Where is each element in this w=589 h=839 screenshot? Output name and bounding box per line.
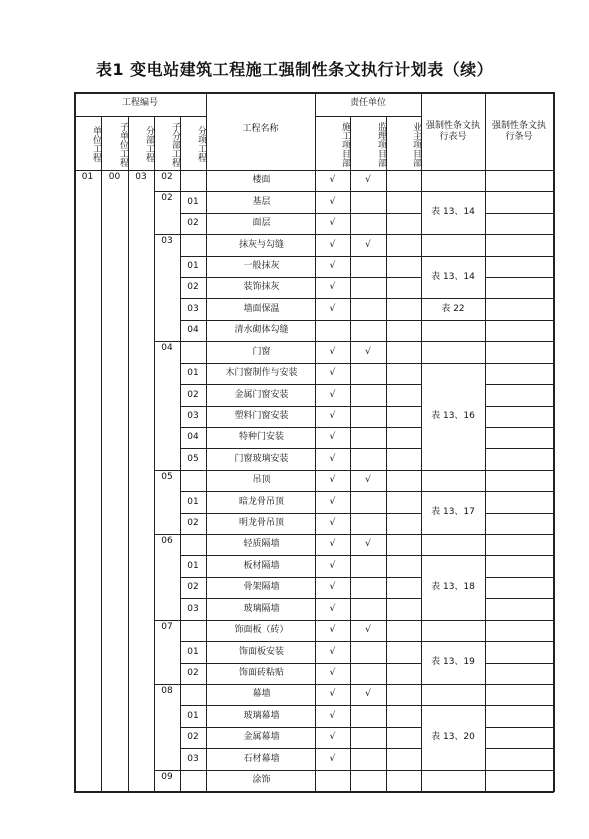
check-construction: √ bbox=[329, 711, 336, 721]
grid-line bbox=[421, 234, 485, 235]
cell-project-name: 墙面保温 bbox=[243, 304, 280, 314]
grid-line bbox=[180, 427, 206, 428]
grid-line bbox=[206, 684, 421, 685]
grid-line bbox=[180, 341, 206, 342]
grid-line bbox=[154, 191, 180, 192]
grid-line bbox=[206, 770, 421, 771]
cell-item-code: 03 bbox=[187, 411, 199, 421]
form-ref: 表 13、14 bbox=[431, 272, 475, 282]
grid-line bbox=[180, 620, 206, 621]
grid-line bbox=[485, 277, 553, 278]
grid-line bbox=[421, 770, 485, 771]
grid-line bbox=[421, 705, 485, 706]
grid-line bbox=[206, 363, 421, 364]
cell-item-code: 04 bbox=[187, 325, 199, 335]
cell-item-code: 01 bbox=[187, 497, 199, 507]
grid-line bbox=[154, 234, 180, 235]
check-construction: √ bbox=[329, 240, 336, 250]
grid-line bbox=[485, 684, 553, 685]
cell-project-name: 抹灰与勾缝 bbox=[238, 240, 284, 250]
check-construction: √ bbox=[329, 732, 336, 742]
grid-line bbox=[386, 116, 387, 791]
header-project-name: 工程名称 bbox=[242, 124, 279, 134]
grid-line bbox=[206, 213, 421, 214]
grid-line bbox=[421, 298, 485, 299]
grid-line bbox=[206, 663, 421, 664]
grid-line bbox=[180, 256, 206, 257]
cell-project-name: 特种门安装 bbox=[238, 432, 284, 442]
grid-line bbox=[206, 470, 421, 471]
grid-line bbox=[180, 277, 206, 278]
grid-line bbox=[180, 770, 206, 771]
header-unit-project: 单位工程 bbox=[91, 126, 101, 162]
grid-line bbox=[206, 256, 421, 257]
check-construction: √ bbox=[329, 454, 336, 464]
grid-line bbox=[180, 298, 206, 299]
grid-line bbox=[485, 663, 553, 664]
cell-project-name: 清水砌体勾缝 bbox=[234, 325, 289, 335]
cell-item-code: 04 bbox=[187, 432, 199, 442]
cell-item-code: 01 bbox=[187, 261, 199, 271]
grid-line bbox=[421, 470, 485, 471]
grid-line bbox=[485, 620, 553, 621]
cell-project-name: 门窗玻璃安装 bbox=[234, 454, 289, 464]
grid-line bbox=[485, 298, 553, 299]
check-supervision: √ bbox=[365, 625, 371, 635]
grid-line bbox=[485, 191, 553, 192]
cell-item-code: 01 bbox=[187, 561, 199, 571]
header-form-no: 强制性条文执行表号 bbox=[425, 121, 480, 142]
grid-line bbox=[485, 641, 553, 642]
cell-item-code: 02 bbox=[187, 218, 199, 228]
cell-subdivision-code: 05 bbox=[161, 472, 173, 482]
grid-line bbox=[206, 298, 421, 299]
cell-project-name: 轻质隔墙 bbox=[243, 539, 280, 549]
cell-item-code: 02 bbox=[187, 732, 199, 742]
grid-line bbox=[206, 191, 421, 192]
cell-subdivision-code: 03 bbox=[161, 236, 173, 246]
grid-line bbox=[180, 234, 206, 235]
grid-line bbox=[485, 598, 553, 599]
grid-line bbox=[485, 384, 553, 385]
grid-line bbox=[74, 791, 554, 793]
grid-line bbox=[180, 534, 206, 535]
check-construction: √ bbox=[329, 625, 336, 635]
check-construction: √ bbox=[329, 175, 336, 185]
cell-project-name: 玻璃幕墙 bbox=[243, 711, 280, 721]
check-construction: √ bbox=[329, 368, 336, 378]
grid-line bbox=[421, 256, 485, 257]
header-construction-dept: 施工项目部 bbox=[340, 121, 350, 167]
grid-line bbox=[180, 213, 206, 214]
cell-item-code: 03 bbox=[187, 304, 199, 314]
grid-line bbox=[180, 191, 206, 192]
cell-item-code: 01 bbox=[187, 368, 199, 378]
cell-project-name: 一般抹灰 bbox=[243, 261, 280, 271]
cell-project-name: 饰面砖粘贴 bbox=[238, 668, 284, 678]
cell-project-name: 门窗 bbox=[252, 347, 271, 357]
cell-subdivision-code: 04 bbox=[161, 343, 173, 353]
grid-line bbox=[74, 116, 206, 117]
grid-line bbox=[421, 534, 485, 535]
form-ref: 表 13、20 bbox=[431, 732, 475, 742]
grid-line bbox=[485, 213, 553, 214]
check-construction: √ bbox=[329, 347, 336, 357]
grid-line bbox=[206, 598, 421, 599]
grid-line bbox=[206, 234, 421, 235]
grid-line bbox=[180, 320, 206, 321]
grid-line bbox=[421, 341, 485, 342]
cell-unit-code: 01 bbox=[81, 172, 94, 182]
cell-project-name: 装饰抹灰 bbox=[243, 282, 280, 292]
cell-project-name: 塑料门窗安装 bbox=[234, 411, 289, 421]
grid-line bbox=[485, 341, 553, 342]
cell-project-name: 饰面板安装 bbox=[238, 647, 284, 657]
grid-line bbox=[154, 534, 180, 535]
grid-line bbox=[128, 116, 129, 791]
grid-line bbox=[154, 620, 180, 621]
cell-project-name: 板材隔墙 bbox=[243, 561, 280, 571]
grid-line bbox=[553, 92, 555, 792]
cell-item-code: 02 bbox=[187, 282, 199, 292]
grid-line bbox=[206, 513, 421, 514]
cell-item-code: 03 bbox=[187, 754, 199, 764]
cell-project-name: 明龙骨吊顶 bbox=[238, 518, 284, 528]
grid-line bbox=[180, 577, 206, 578]
grid-line bbox=[180, 598, 206, 599]
grid-line bbox=[180, 406, 206, 407]
grid-line bbox=[180, 727, 206, 728]
check-construction: √ bbox=[329, 432, 336, 442]
grid-line bbox=[180, 641, 206, 642]
check-construction: √ bbox=[329, 668, 336, 678]
grid-line bbox=[101, 116, 102, 791]
cell-item-code: 02 bbox=[187, 582, 199, 592]
grid-line bbox=[421, 491, 485, 492]
grid-line bbox=[206, 448, 421, 449]
header-sub-division: 子分部工程 bbox=[170, 121, 180, 167]
grid-line bbox=[206, 577, 421, 578]
cell-item-code: 02 bbox=[187, 518, 199, 528]
cell-item-code: 01 bbox=[187, 197, 199, 207]
grid-line bbox=[485, 491, 553, 492]
cell-subdivision-code: 09 bbox=[161, 772, 173, 782]
grid-line bbox=[485, 727, 553, 728]
grid-line bbox=[180, 363, 206, 364]
check-construction: √ bbox=[329, 539, 336, 549]
cell-item-code: 02 bbox=[187, 390, 199, 400]
grid-line bbox=[421, 92, 422, 791]
grid-line bbox=[485, 555, 553, 556]
check-construction: √ bbox=[329, 604, 336, 614]
cell-subdivision-code: 08 bbox=[161, 686, 173, 696]
grid-line bbox=[485, 256, 553, 257]
grid-line bbox=[206, 427, 421, 428]
grid-line bbox=[206, 620, 421, 621]
cell-project-name: 金属幕墙 bbox=[243, 732, 280, 742]
grid-line bbox=[421, 191, 485, 192]
grid-line bbox=[206, 277, 421, 278]
grid-line bbox=[206, 491, 421, 492]
cell-item-code: 01 bbox=[187, 647, 199, 657]
grid-line bbox=[180, 448, 206, 449]
grid-line bbox=[315, 116, 421, 117]
grid-line bbox=[206, 641, 421, 642]
header-project-code: 工程编号 bbox=[121, 98, 158, 108]
grid-line bbox=[206, 320, 421, 321]
grid-line bbox=[421, 684, 485, 685]
grid-line bbox=[154, 770, 180, 771]
grid-line bbox=[180, 555, 206, 556]
grid-line bbox=[206, 534, 421, 535]
grid-line bbox=[154, 341, 180, 342]
grid-line bbox=[74, 170, 553, 171]
grid-line bbox=[421, 555, 485, 556]
check-construction: √ bbox=[329, 261, 336, 271]
grid-line bbox=[180, 705, 206, 706]
grid-line bbox=[206, 705, 421, 706]
check-supervision: √ bbox=[365, 240, 371, 250]
grid-line bbox=[180, 663, 206, 664]
check-construction: √ bbox=[329, 582, 336, 592]
form-ref: 表 13、16 bbox=[431, 411, 475, 421]
grid-line bbox=[180, 470, 206, 471]
form-ref: 表 13、18 bbox=[431, 582, 475, 592]
header-clause-no: 强制性条文执行条号 bbox=[491, 121, 546, 142]
cell-subdivision-code: 02 bbox=[161, 172, 173, 182]
grid-line bbox=[485, 363, 553, 364]
page-title: 表1 变电站建筑工程施工强制性条文执行计划表（续） bbox=[95, 60, 494, 79]
header-supervision-dept: 监理项目部 bbox=[376, 121, 386, 167]
grid-line bbox=[485, 770, 553, 771]
check-construction: √ bbox=[329, 197, 336, 207]
check-supervision: √ bbox=[365, 539, 371, 549]
grid-line bbox=[206, 384, 421, 385]
grid-line bbox=[485, 705, 553, 706]
form-ref: 表 13、19 bbox=[431, 657, 475, 667]
grid-line bbox=[180, 384, 206, 385]
form-ref: 表 13、14 bbox=[431, 207, 475, 217]
grid-line bbox=[154, 684, 180, 685]
cell-division-code: 03 bbox=[135, 172, 147, 182]
cell-project-name: 饰面板（砖） bbox=[234, 625, 289, 635]
cell-project-name: 幕墙 bbox=[252, 689, 271, 699]
grid-line bbox=[485, 448, 553, 449]
grid-line bbox=[485, 427, 553, 428]
check-construction: √ bbox=[329, 411, 336, 421]
check-supervision: √ bbox=[365, 689, 371, 699]
cell-project-name: 暗龙骨吊顶 bbox=[238, 497, 284, 507]
cell-subdivision-code: 02 bbox=[161, 193, 173, 203]
cell-item-code: 03 bbox=[187, 604, 199, 614]
check-construction: √ bbox=[329, 754, 336, 764]
grid-line bbox=[154, 470, 180, 471]
grid-line bbox=[206, 406, 421, 407]
grid-line bbox=[206, 92, 207, 791]
check-construction: √ bbox=[329, 475, 336, 485]
cell-project-name: 木门窗制作与安装 bbox=[225, 368, 298, 378]
cell-subdivision-code: 06 bbox=[161, 536, 173, 546]
form-ref: 表 13、17 bbox=[431, 507, 475, 517]
cell-project-name: 石材幕墙 bbox=[243, 754, 280, 764]
grid-line bbox=[206, 748, 421, 749]
cell-project-name: 涂饰 bbox=[252, 775, 271, 785]
cell-item-code: 02 bbox=[187, 668, 199, 678]
check-construction: √ bbox=[329, 304, 336, 314]
check-construction: √ bbox=[329, 518, 336, 528]
grid-line bbox=[206, 341, 421, 342]
grid-line bbox=[485, 234, 553, 235]
grid-line bbox=[74, 92, 76, 792]
cell-project-name: 吊顶 bbox=[252, 475, 271, 485]
grid-line bbox=[421, 363, 485, 364]
form-ref: 表 22 bbox=[441, 304, 465, 314]
grid-line bbox=[206, 727, 421, 728]
cell-project-name: 骨架隔墙 bbox=[243, 582, 280, 592]
grid-line bbox=[421, 320, 485, 321]
grid-line bbox=[485, 320, 553, 321]
cell-item-code: 01 bbox=[187, 711, 199, 721]
check-supervision: √ bbox=[365, 175, 371, 185]
check-construction: √ bbox=[329, 561, 336, 571]
grid-line bbox=[206, 555, 421, 556]
grid-line bbox=[180, 748, 206, 749]
grid-line bbox=[485, 406, 553, 407]
grid-line bbox=[485, 470, 553, 471]
cell-subunit-code: 00 bbox=[108, 172, 121, 182]
grid-line bbox=[421, 620, 485, 621]
header-responsible-unit: 责任单位 bbox=[349, 98, 386, 108]
cell-project-name: 面层 bbox=[252, 218, 271, 228]
grid-line bbox=[180, 491, 206, 492]
check-construction: √ bbox=[329, 497, 336, 507]
check-construction: √ bbox=[329, 689, 336, 699]
grid-line bbox=[421, 641, 485, 642]
grid-line bbox=[485, 92, 486, 791]
cell-subdivision-code: 07 bbox=[161, 622, 173, 632]
cell-project-name: 基层 bbox=[252, 197, 271, 207]
header-sub-item: 分项工程 bbox=[196, 126, 206, 162]
header-division: 分部工程 bbox=[144, 126, 154, 162]
grid-line bbox=[180, 513, 206, 514]
check-construction: √ bbox=[329, 647, 336, 657]
check-supervision: √ bbox=[365, 475, 371, 485]
cell-project-name: 楼面 bbox=[252, 175, 271, 185]
grid-line bbox=[180, 684, 206, 685]
check-construction: √ bbox=[329, 282, 336, 292]
grid-line bbox=[74, 92, 554, 94]
header-sub-unit-project: 子单位工程 bbox=[118, 121, 128, 167]
grid-line bbox=[485, 534, 553, 535]
grid-line bbox=[485, 748, 553, 749]
cell-project-name: 玻璃隔墙 bbox=[243, 604, 280, 614]
grid-line bbox=[485, 513, 553, 514]
grid-line bbox=[485, 577, 553, 578]
check-construction: √ bbox=[329, 218, 336, 228]
cell-project-name: 金属门窗安装 bbox=[234, 390, 289, 400]
header-owner-dept: 业主项目部 bbox=[411, 121, 421, 167]
check-supervision: √ bbox=[365, 347, 371, 357]
check-construction: √ bbox=[329, 390, 336, 400]
cell-item-code: 05 bbox=[187, 454, 199, 464]
